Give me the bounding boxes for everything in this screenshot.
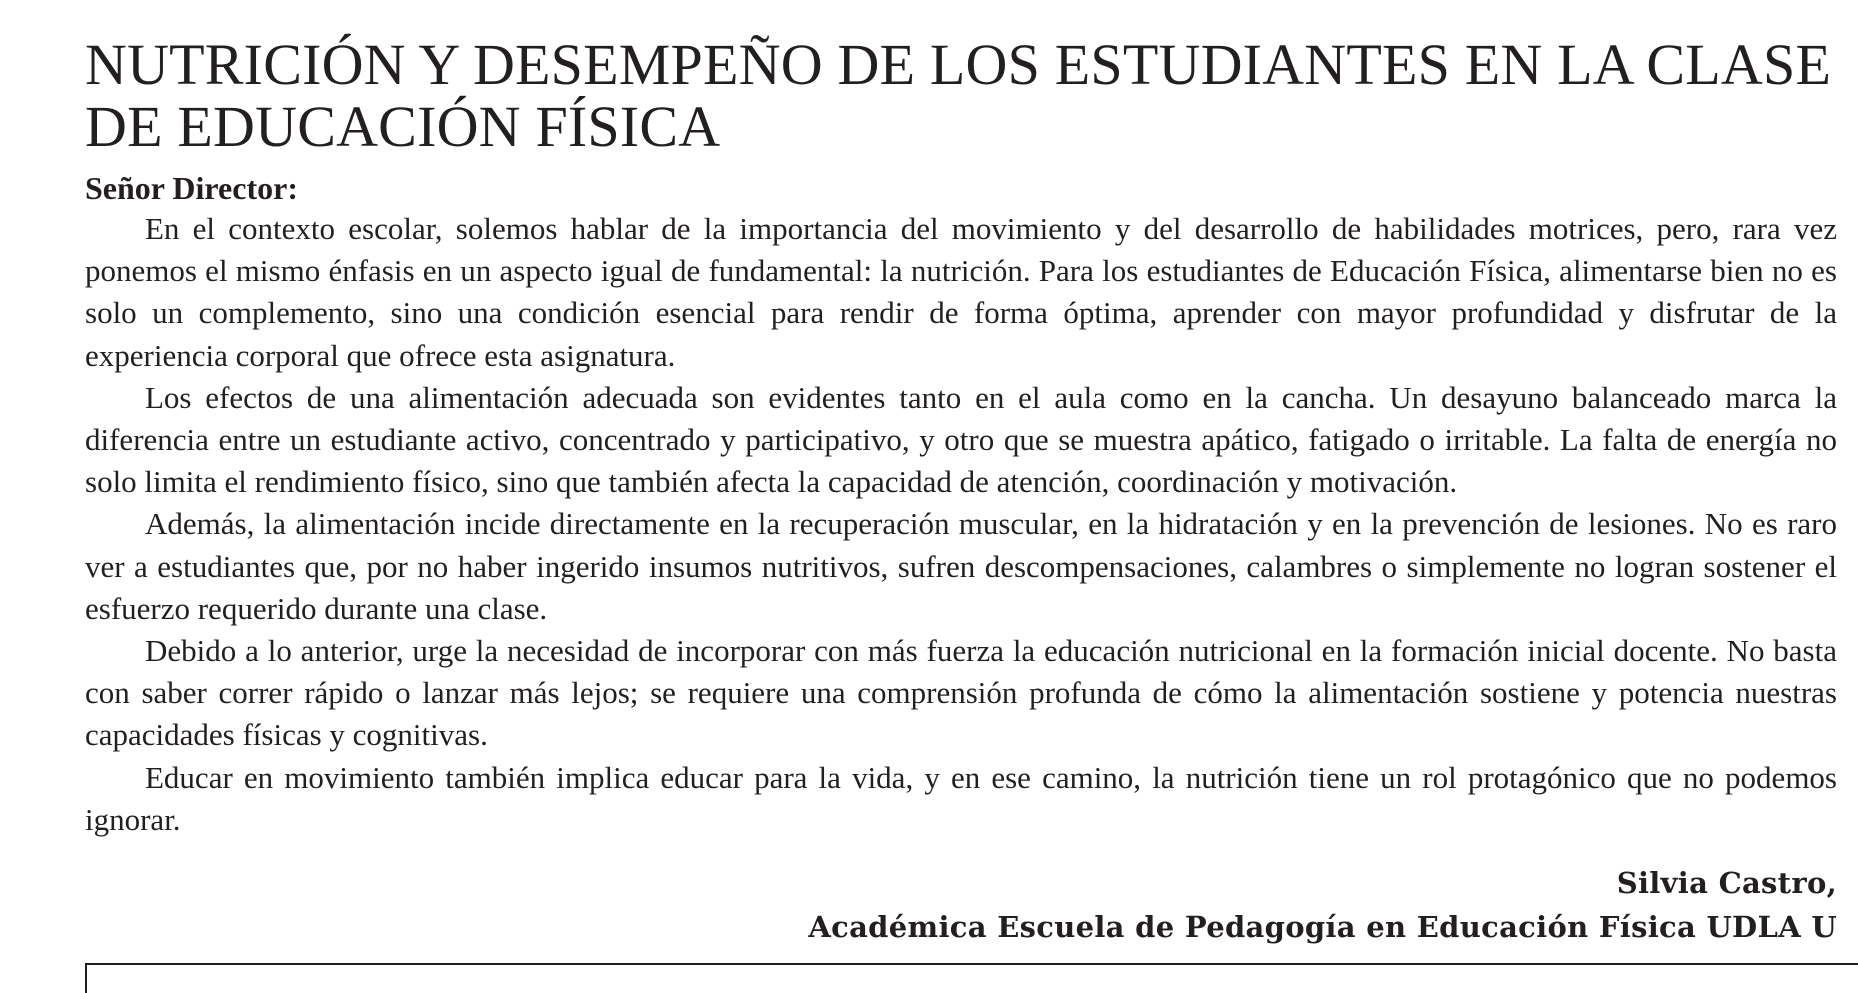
salutation: Señor Director: — [85, 170, 298, 206]
headline-line-1: NUTRICIÓN Y DESEMPEÑO DE LOS ESTUDIANTES EN LA CLASE — [85, 32, 1832, 97]
paragraph-2: Los efectos de una alimentación adecuada son evidentes tanto en el aula como en la cancha. Un desayuno balanceado marca la diferencia entre un estudiante activo, concentrado y participativo, y otro que se muestra apático, fatigado o irritable. La falta de energía no solo limita el rendimiento físico, sino que también afecta la capacidad de atención, coordinación y motivación. — [85, 379, 1837, 500]
letter-article — [85, 34, 1837, 949]
paragraph-4: Debido a lo anterior, urge la necesidad de incorporar con más fuerza la educación nutricional en la formación inicial docente. No basta con saber correr rápido o lanzar más lejos; se requiere una comprensión profunda de cómo la alimentación sostiene y potencia nuestras capacidades físicas y cognitivas. — [85, 633, 1837, 753]
bottom-rule-divider — [85, 963, 1858, 993]
signature-name: Silvia Castro, — [1616, 866, 1837, 901]
paragraph-1: En el contexto escolar, solemos hablar de la importancia del movimiento y del desarrollo de habilidades motrices, pero, rara vez ponemos el mismo énfasis en un aspecto igual de fundamental: la nutrición. Para los estudiantes de Educación Física, alimentarse bien no es solo un complemento, sino una condición esencial para rendir de forma óptima, aprender con mayor profundidad y disfrutar de la experiencia corporal que ofrece esta asignatura. — [85, 211, 1837, 373]
paragraph-5: Educar en movimiento también implica educar para la vida, y en ese camino, la nutrición tiene un rol protagónico que no podemos ignorar. — [85, 759, 1837, 837]
headline — [85, 34, 1837, 158]
letter-body — [85, 208, 1837, 841]
paragraph-3: Además, la alimentación incide directamente en la recuperación muscular, en la hidratación y en la prevención de lesiones. No es raro ver a estudiantes que, por no haber ingerido insumos nutritivos, sufren descompensaciones, calambres o simplemente no logran sostener el esfuerzo requerido durante una clase. — [85, 506, 1837, 626]
signature-block — [85, 861, 1837, 949]
headline-line-2: DE EDUCACIÓN FÍSICA — [85, 94, 721, 159]
signature-affiliation: Académica Escuela de Pedagogía en Educación Física UDLA U — [808, 910, 1837, 945]
